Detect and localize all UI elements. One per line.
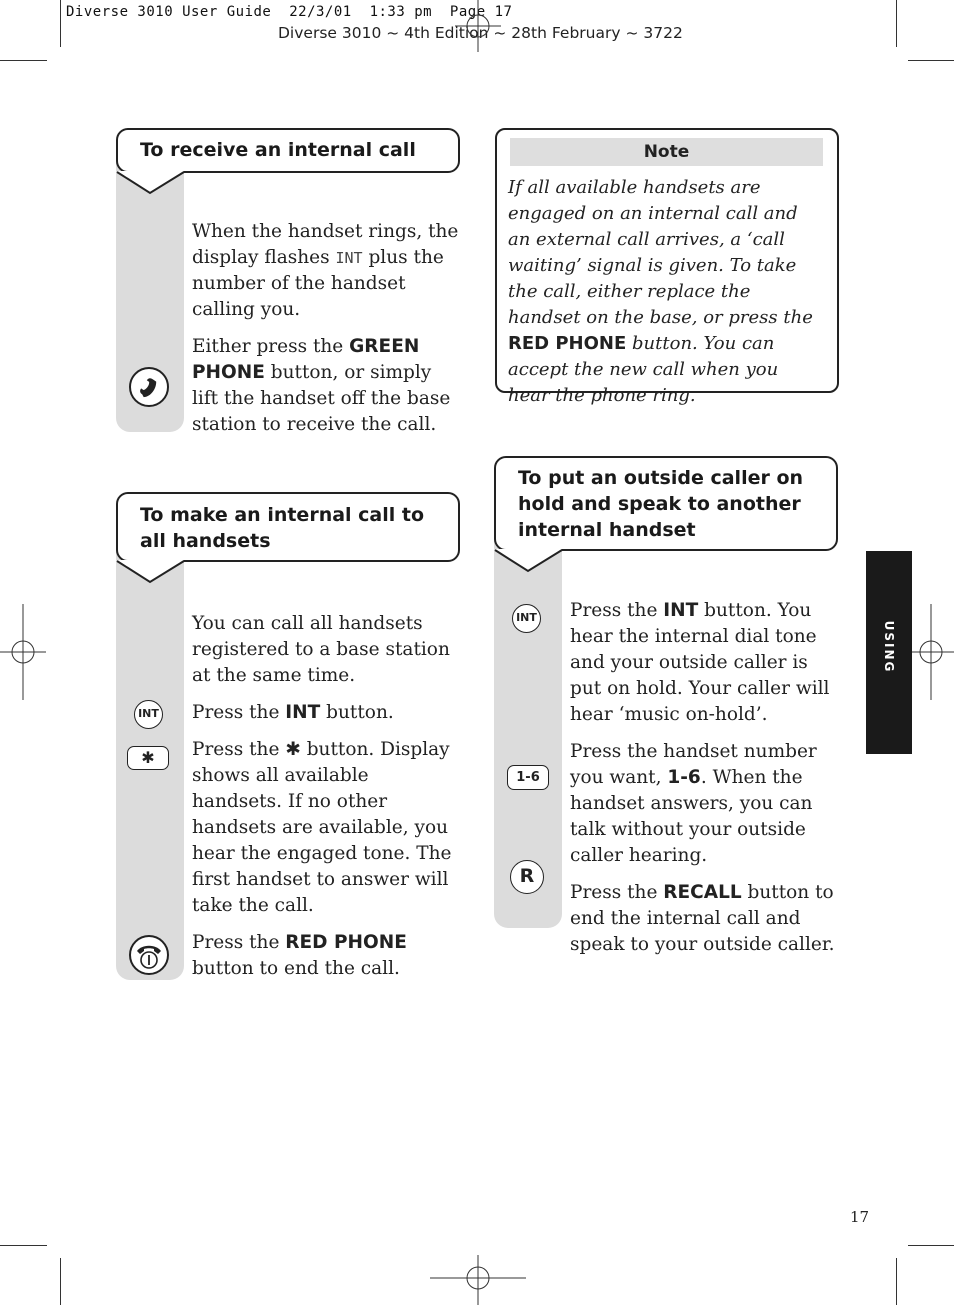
number-keys-icon: 1-6 [507, 765, 549, 790]
header-pointer [116, 560, 186, 588]
hold-step-3: Press the RECALL button to end the internal call and speak to your outside caller. [570, 882, 835, 955]
make-step-3: Press the RED PHONE button to end the call. [192, 932, 407, 979]
header-pointer [494, 549, 564, 577]
recall-label: RECALL [663, 882, 742, 903]
header-pointer [116, 171, 186, 199]
registration-mark-top [455, 0, 501, 52]
receive-section-body [192, 219, 462, 449]
make-section-body [192, 611, 462, 993]
int-key-icon: INT [512, 604, 541, 633]
hold-step-2: Press the handset number you want, 1-6. When the handset answers, you can talk without your outside caller hearing. [570, 741, 817, 866]
green-phone-button-icon [128, 366, 170, 412]
hold-section-title-line3: internal handset [518, 519, 696, 541]
crop-mark [896, 0, 897, 47]
crop-mark [908, 1245, 954, 1246]
int-key-icon: INT [134, 700, 163, 729]
int-label: INT [663, 600, 699, 621]
registration-mark-left [0, 604, 46, 700]
star-label: ✱ [285, 739, 301, 760]
int-label: INT [285, 702, 321, 723]
registration-mark-right [908, 604, 954, 700]
receive-section-title: To receive an internal call [140, 139, 416, 161]
red-phone-label: RED PHONE [285, 932, 407, 953]
crop-mark [896, 1258, 897, 1305]
handset-number-label: 1-6 [667, 767, 701, 788]
make-section-title-line1: To make an internal call to [140, 504, 425, 526]
red-phone-button-icon [128, 934, 170, 980]
make-section-header [116, 492, 460, 562]
hold-section-header [494, 456, 838, 551]
crop-mark [60, 0, 61, 47]
hold-section-body [570, 598, 842, 969]
red-phone-label: RED PHONE [508, 333, 627, 354]
star-key-icon: ✱ [127, 746, 169, 770]
note-box [495, 128, 839, 406]
make-section-title-line2: all handsets [140, 530, 271, 552]
hold-section-title-line2: hold and speak to another [518, 493, 801, 515]
hold-section-title-line1: To put an outside caller on [518, 467, 804, 489]
crop-mark [60, 1258, 61, 1305]
note-title: Note [510, 138, 823, 166]
registration-mark-bottom [430, 1255, 526, 1305]
page-number: 17 [850, 1208, 870, 1226]
make-intro: You can call all handsets registered to a base station at the same time. [192, 613, 450, 686]
receive-section-header [116, 128, 460, 173]
crop-mark [0, 1245, 47, 1246]
make-step-1: Press the INT button. [192, 702, 394, 723]
receive-para-1: When the handset rings, the display flashes INT plus the number of the handset calling you. [192, 221, 459, 320]
note-text: If all available handsets are engaged on an internal call and an external call arrives, a ‘call waiting’ signal is given. To take the call, either replace the handset on the base, or press the RED PHONE button. You can accept the new call when you hear the phone ring. [508, 177, 813, 406]
crop-mark [0, 60, 47, 61]
receive-para-2: Either press the GREEN PHONE button, or simply lift the handset off the base station to receive the call. [192, 336, 451, 435]
recall-key-icon: R [510, 860, 544, 894]
section-side-tab-label: USING [882, 620, 896, 674]
display-int-text: INT [335, 249, 363, 267]
green-phone-label: GREEN PHONE [192, 336, 420, 383]
print-slug: Diverse 3010 User Guide 22/3/01 1:33 pm Page 17 [66, 4, 513, 20]
make-step-2: Press the ✱ button. Display shows all available handsets. If no other handsets are available, you hear the engaged tone. The first handset to answer will take the call. [192, 739, 452, 916]
crop-mark [908, 60, 954, 61]
edition-line: Diverse 3010 ~ 4th Edition ~ 28th February ~ 3722 [278, 24, 683, 42]
hold-step-1: Press the INT button. You hear the internal dial tone and your outside caller is put on hold. Your caller will hear ‘music on-hold’. [570, 600, 830, 725]
